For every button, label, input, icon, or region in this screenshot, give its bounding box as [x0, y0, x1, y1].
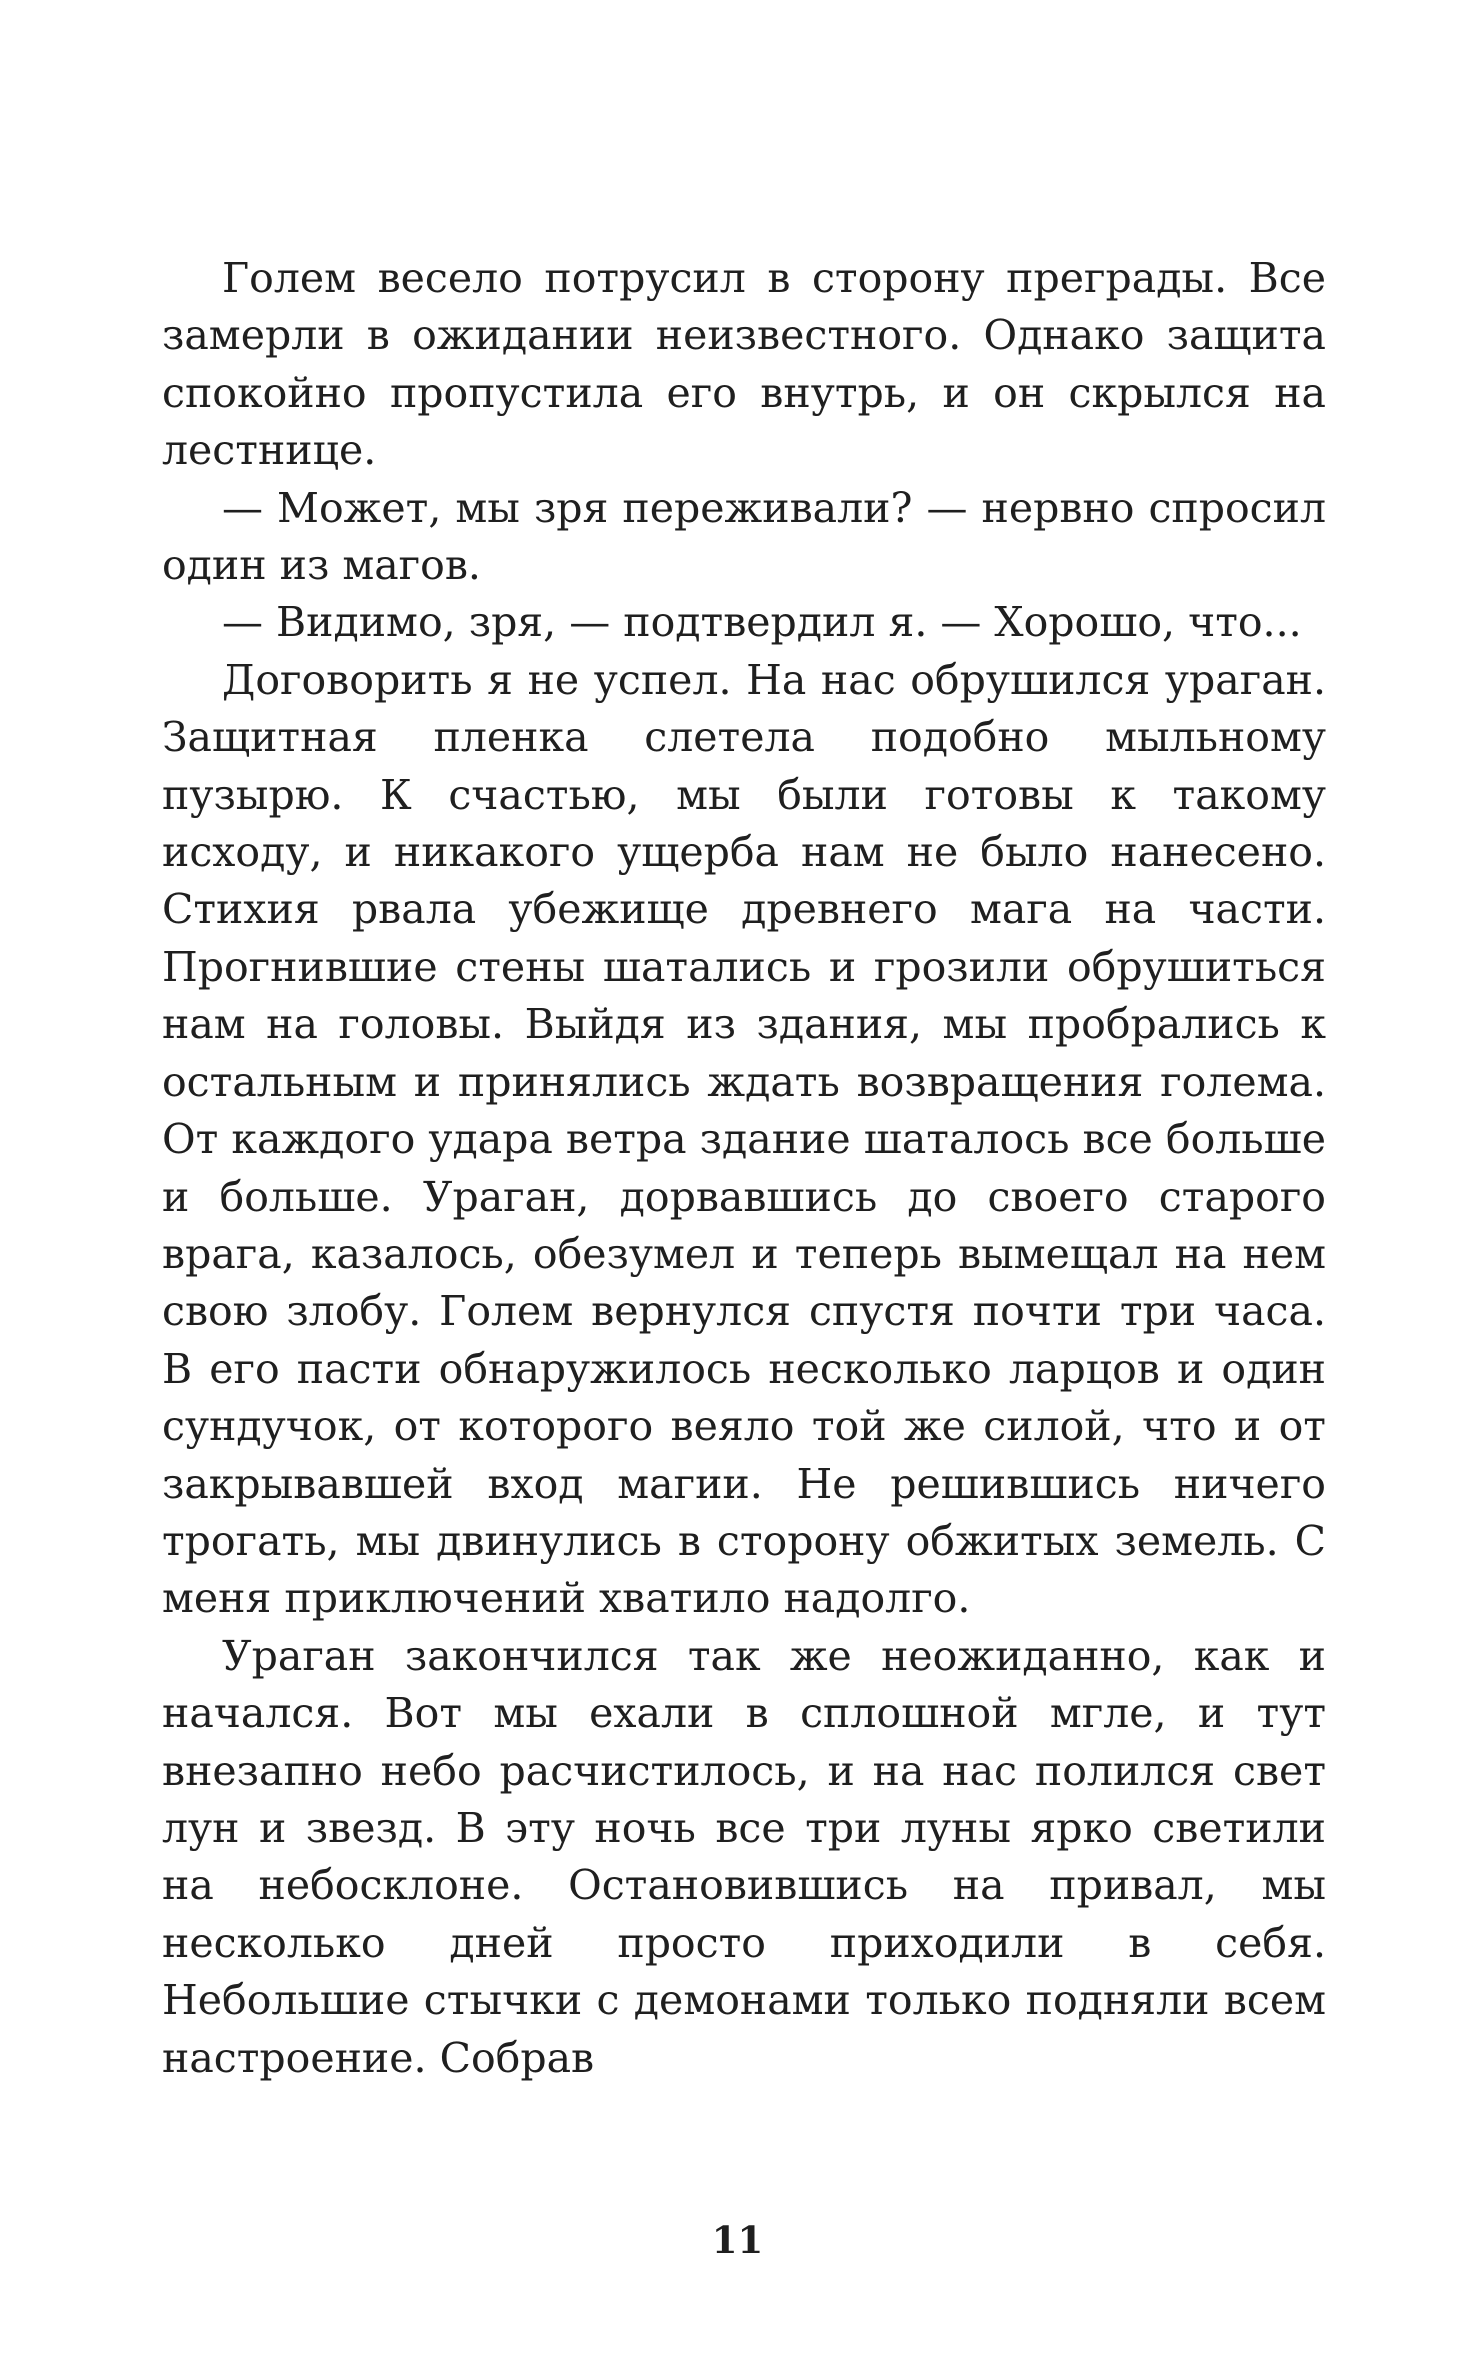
page-number: 11	[711, 2218, 764, 2262]
paragraph-3-dialogue: — Видимо, зря, — подтвердил я. — Хорошо, что...	[222, 598, 1302, 647]
paragraph-5: Ураган закончился так же неожиданно, как и начался. Вот мы ехали в сплошной мгле, и тут внезапно небо расчистилось, и на нас полился свет лун и звезд. В эту ночь все три луны ярко светили на небосклоне. Остановившись на привал, мы несколько дней просто приходили в себя. Небольшие стычки с демонами только подняли всем настроение. Собрав	[162, 1631, 1326, 2082]
paragraph-2-dialogue: — Может, мы зря переживали? — нервно спросил один из магов.	[162, 483, 1326, 590]
paragraph-1: Голем весело потрусил в сторону преграды. Все замерли в ожидании неизвестного. Однако защита спокойно пропустила его внутрь, и он скрылся на лестнице.	[162, 254, 1326, 475]
body-text	[162, 250, 1326, 2087]
paragraph-4: Договорить я не успел. На нас обрушился ураган. Защитная пленка слетела подобно мыльному пузырю. К счастью, мы были готовы к такому исходу, и никакого ущерба нам не было нанесено. Стихия рвала убежище древнего мага на части. Прогнившие стены шатались и грозили обрушиться нам на головы. Выйдя из здания, мы пробрались к остальным и принялись ждать возвращения голема. От каждого удара ветра здание шаталось все больше и больше. Ураган, дорвавшись до своего старого врага, казалось, обезумел и теперь вымещал на нем свою злобу. Голем вернулся спустя почти три часа. В его пасти обнаружилось несколько ларцов и один сундучок, от которого веяло той же силой, что и от закрывавшей вход магии. Не решившись ничего трогать, мы двинулись в сторону обжитых земель. С меня приключений хватило надолго.	[162, 655, 1326, 1623]
